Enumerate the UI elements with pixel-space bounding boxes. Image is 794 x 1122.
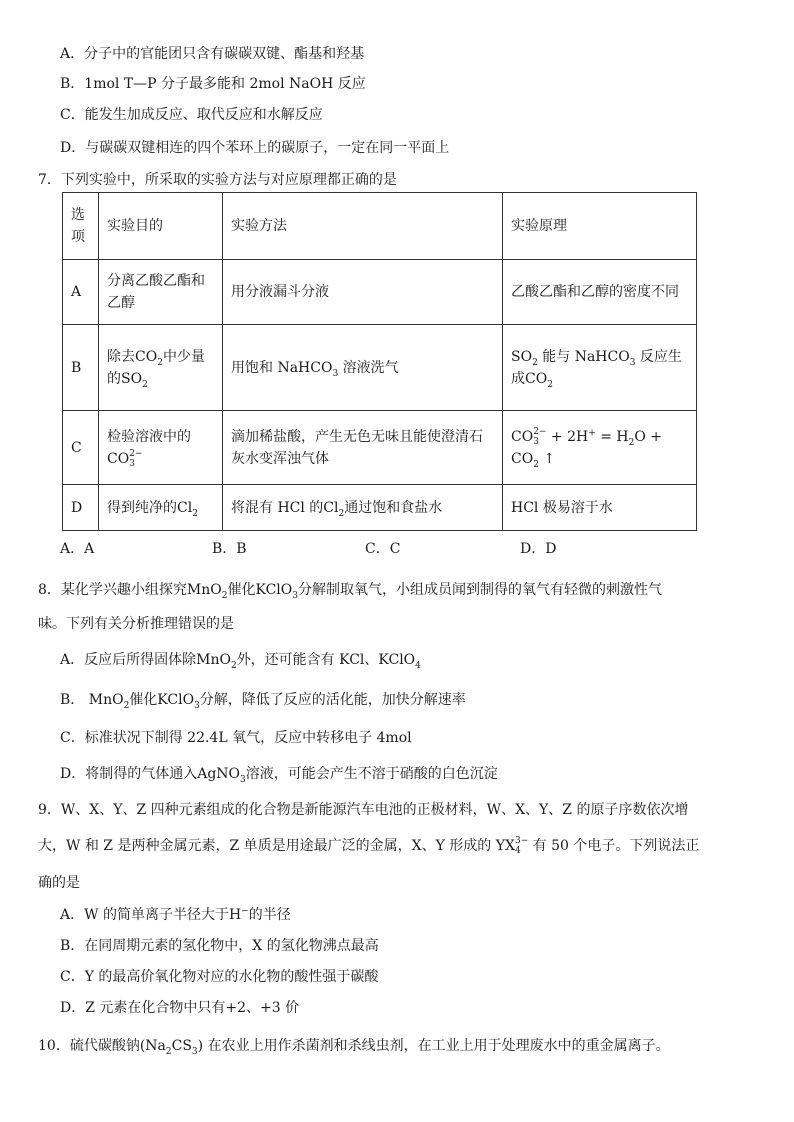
q6-option-b: B．1mol T—P 分子最多能和 2mol NaOH 反应	[60, 76, 366, 92]
q7-answer-b: B．B	[212, 541, 247, 557]
q9-option-a: A．W 的简单离子半径大于H−的半径	[60, 906, 291, 923]
table-header-row	[63, 193, 697, 260]
row-c-purpose: 检验溶液中的 CO 2− 3	[99, 411, 223, 485]
q8-option-a: A．反应后所得固体除MnO$_2$外，还可能含有 KCl、KClO$_4$	[60, 652, 421, 671]
q10-stem: 10．硫代碳酸钠$(Na_2CS_3)$ 在农业上用作杀菌剂和杀线虫剂，在工业上用于处理废水中的重金属离子。	[38, 1038, 670, 1057]
q6-option-c: C．能发生加成反应、取代反应和水解反应	[60, 107, 323, 123]
q6-option-a: A．分子中的官能团只含有碳碳双键、酯基和羟基	[60, 46, 365, 62]
row-b-method: 用饱和 NaHCO$_3$ 溶液洗气	[223, 325, 503, 411]
q7-stem: 7．下列实验中，所采取的实验方法与对应原理都正确的是	[38, 172, 397, 188]
table-row-a	[63, 260, 697, 325]
row-a-option: A	[63, 260, 99, 325]
q8-option-b: B． MnO$_2$催化KClO$_3$分解，降低了反应的活化能，加快分解速率	[60, 692, 466, 711]
q7-table	[62, 192, 697, 531]
q9-stem-line3: 确的是	[38, 875, 80, 891]
q7-answer-a: A．A	[60, 541, 95, 557]
q8-option-c: C．标准状况下制得 22.4L 氧气，反应中转移电子 4mol	[60, 730, 412, 746]
q8-stem-line2: 味。下列有关分析推理错误的是	[38, 616, 234, 632]
row-a-principle: 乙酸乙酯和乙醇的密度不同	[503, 260, 697, 325]
q9-option-b: B．在同周期元素的氢化物中，X 的氢化物沸点最高	[60, 938, 379, 954]
q9-stem-line1: 9．W、X、Y、Z 四种元素组成的化合物是新能源汽车电池的正极材料，W、X、Y、Z 的原子序数依次增	[38, 802, 689, 818]
row-d-principle: HCl 极易溶于水	[503, 485, 697, 531]
header-option	[63, 193, 99, 260]
table-row-b	[63, 325, 697, 411]
q7-answer-c: C．C	[365, 541, 401, 557]
q9-option-c: C．Y 的最高价氧化物对应的水化物的酸性强于碳酸	[60, 969, 379, 985]
q8-option-d: D．将制得的气体通入AgNO$_3$溶液，可能会产生不溶于硝酸的白色沉淀	[60, 766, 498, 785]
row-b-option: B	[63, 325, 99, 411]
row-d-option: D	[63, 485, 99, 531]
row-c-option: C	[63, 411, 99, 485]
header-method: 实验方法	[223, 193, 503, 260]
header-principle: 实验原理	[503, 193, 697, 260]
header-option-text: 选项	[71, 207, 85, 245]
row-b-purpose: 除去$CO_2$中少量的$SO_2$	[99, 325, 223, 411]
header-purpose: 实验目的	[99, 193, 223, 260]
q6-option-d: D．与碳碳双键相连的四个苯环上的碳原子，一定在同一平面上	[60, 140, 450, 156]
row-b-principle: $SO_2$ 能与 NaHCO$_3$ 反应生成$CO_2$	[503, 325, 697, 411]
q8-stem-line1: 8．某化学兴趣小组探究MnO$_2$催化KClO$_3$分解制取氧气，小组成员闻到制得的氧气有轻微的刺激性气	[38, 582, 662, 601]
table-row-c	[63, 411, 697, 485]
row-d-purpose: 得到纯净的$Cl_2$	[99, 485, 223, 531]
row-d-method: 将混有 HCl 的$Cl_2$通过饱和食盐水	[223, 485, 503, 531]
row-c-method: 滴加稀盐酸，产生无色无味且能使澄清石灰水变浑浊气体	[223, 411, 503, 485]
q9-stem-line2: 大，W 和 Z 是两种金属元素，Z 单质是用途最广泛的金属，X、Y 形成的 YX 3− 4 有 50 个电子。下列说法正	[38, 836, 700, 856]
q7-answer-d: D．D	[520, 541, 557, 557]
row-c-principle: CO 2− 3 + $2H^+ = H_2O + CO_2$ ↑	[503, 411, 697, 485]
row-a-purpose: 分离乙酸乙酯和乙醇	[99, 260, 223, 325]
table-row-d	[63, 485, 697, 531]
row-a-method: 用分液漏斗分液	[223, 260, 503, 325]
q9-option-d: D．Z 元素在化合物中只有+2、+3 价	[60, 1000, 300, 1016]
